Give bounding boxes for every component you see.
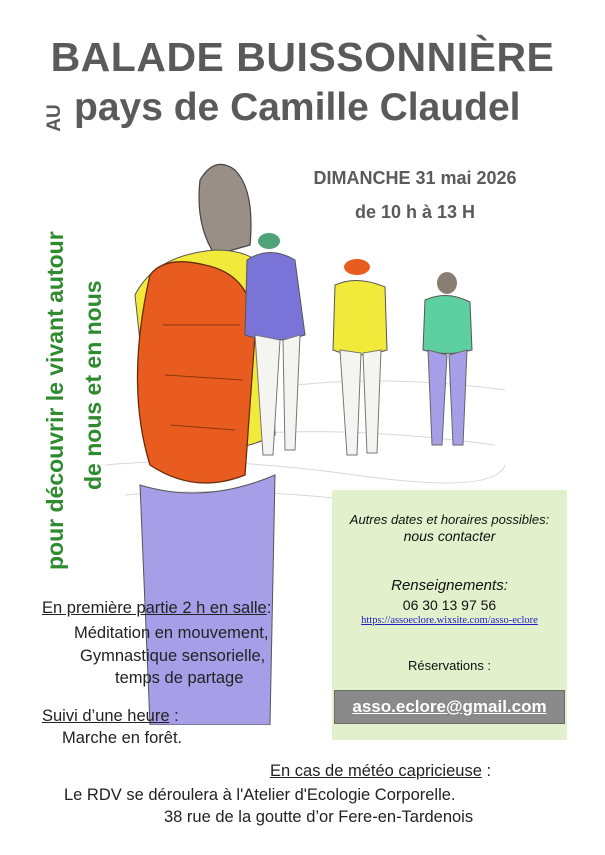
part1-heading-colon: :	[266, 599, 272, 617]
part1-line: Gymnastique sensorielle,	[80, 647, 266, 665]
info-label: Renseignements:	[391, 577, 508, 594]
poster-title: BALADE BUISSONNIÈRE	[50, 34, 555, 80]
part2-heading-colon: :	[169, 707, 179, 725]
email-button[interactable]: asso.eclore@gmail.com	[334, 690, 565, 724]
weather-heading-text: En cas de météo capricieuse	[270, 762, 482, 780]
weather-heading	[270, 762, 491, 781]
poster-subtitle: pays de Camille Claudel	[74, 86, 521, 129]
other-dates-text: Autres dates et horaires possibles:	[349, 512, 550, 527]
weather-heading-colon: :	[481, 762, 492, 780]
part1-line: temps de partage	[115, 669, 244, 687]
info-box	[332, 490, 567, 740]
part1-heading	[42, 599, 271, 618]
part2-line: Marche en forêt.	[62, 729, 183, 747]
hiker-green	[423, 272, 472, 445]
au-label: AU	[44, 104, 65, 132]
part2-heading	[42, 707, 179, 726]
hiker-yellow	[333, 259, 387, 455]
contact-us-text: nous contacter	[403, 528, 496, 544]
part1-heading-text: En première partie 2 h en salle	[42, 599, 267, 617]
website-link[interactable]: https://assoeclore.wixsite.com/asso-eclore	[361, 615, 538, 626]
weather-line: Le RDV se déroulera à l'Atelier d'Ecologie Corporelle.	[64, 786, 456, 804]
phone-number: 06 30 13 97 56	[402, 597, 497, 613]
event-date: DIMANCHE 31 mai 2026	[313, 168, 517, 188]
tagline-line-1: pour découvrir le vivant autour	[42, 231, 68, 570]
tagline-line-2: de nous et en nous	[80, 280, 106, 490]
part2-heading-text: Suivi d’une heure	[42, 707, 170, 725]
weather-line: 38 rue de la goutte d’or Fere-en-Tardenois	[164, 808, 474, 826]
part1-line: Méditation en mouvement,	[74, 624, 269, 642]
event-time: de 10 h à 13 H	[354, 202, 476, 222]
reservations-label: Réservations :	[407, 658, 492, 673]
